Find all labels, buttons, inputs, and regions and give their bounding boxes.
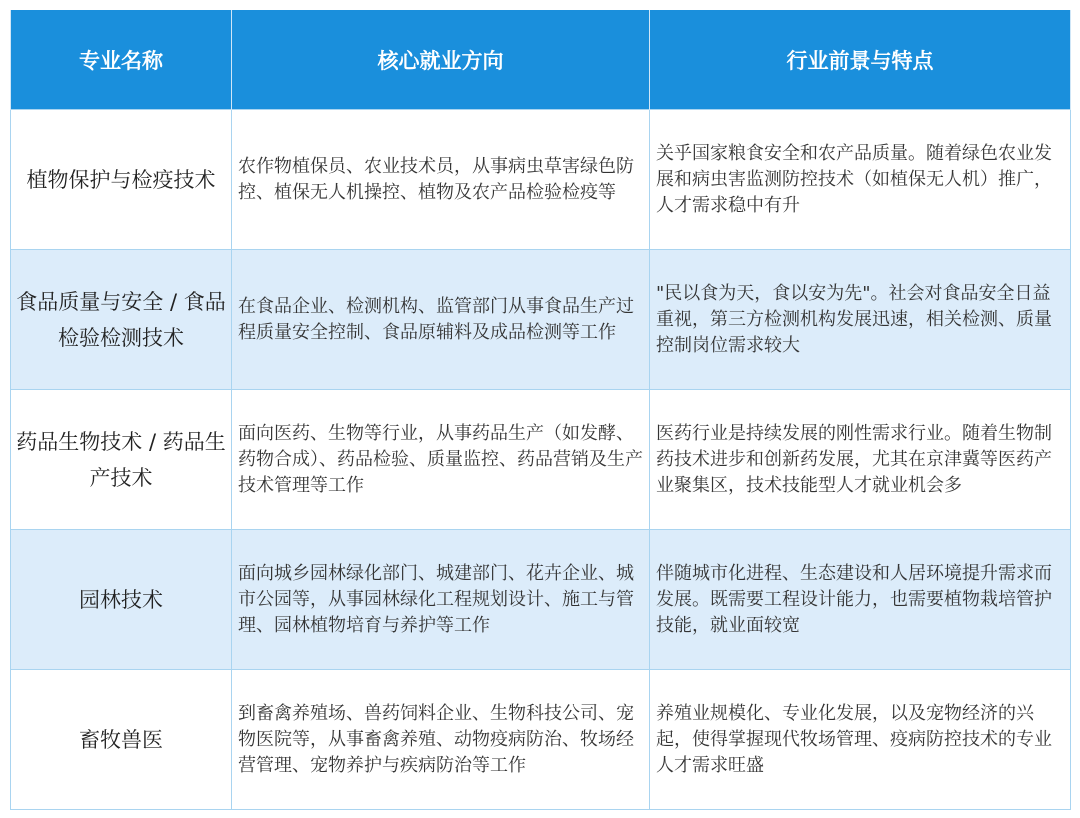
table-header-row [11,10,1071,110]
table-row [11,530,1071,670]
header-major-name: 专业名称 [11,10,232,110]
table-row [11,670,1071,810]
table-row [11,250,1071,390]
direction-cell: 到畜禽养殖场、兽药饲料企业、生物科技公司、宠物医院等，从事畜禽养殖、动物疫病防治、牧场经营管理、宠物养护与疾病防治等工作 [232,670,650,810]
outlook-cell: 医药行业是持续发展的刚性需求行业。随着生物制药技术进步和创新药发展，尤其在京津冀等医药产业聚集区，技术技能型人才就业机会多 [650,390,1071,530]
outlook-cell: 养殖业规模化、专业化发展，以及宠物经济的兴起，使得掌握现代牧场管理、疫病防控技术的专业人才需求旺盛 [650,670,1071,810]
direction-cell: 面向医药、生物等行业，从事药品生产（如发酵、药物合成）、药品检验、质量监控、药品营销及生产技术管理等工作 [232,390,650,530]
direction-cell: 在食品企业、检测机构、监管部门从事食品生产过程质量安全控制、食品原辅料及成品检测等工作 [232,250,650,390]
outlook-cell: 伴随城市化进程、生态建设和人居环境提升需求而发展。既需要工程设计能力，也需要植物栽培管护技能，就业面较宽 [650,530,1071,670]
major-name-cell: 食品质量与安全 / 食品检验检测技术 [11,250,232,390]
outlook-cell: "民以食为天，食以安为先"。社会对食品安全日益重视，第三方检测机构发展迅速，相关检测、质量控制岗位需求较大 [650,250,1071,390]
majors-table [10,10,1071,810]
direction-cell: 面向城乡园林绿化部门、城建部门、花卉企业、城市公园等，从事园林绿化工程规划设计、施工与管理、园林植物培育与养护等工作 [232,530,650,670]
direction-cell: 农作物植保员、农业技术员，从事病虫草害绿色防控、植保无人机操控、植物及农产品检验检疫等 [232,110,650,250]
major-name-cell: 园林技术 [11,530,232,670]
header-core-direction: 核心就业方向 [232,10,650,110]
table-row [11,390,1071,530]
major-name-cell: 植物保护与检疫技术 [11,110,232,250]
outlook-cell: 关乎国家粮食安全和农产品质量。随着绿色农业发展和病虫害监测防控技术（如植保无人机）推广，人才需求稳中有升 [650,110,1071,250]
major-name-cell: 药品生物技术 / 药品生产技术 [11,390,232,530]
table-row [11,110,1071,250]
major-name-cell: 畜牧兽医 [11,670,232,810]
header-outlook: 行业前景与特点 [650,10,1071,110]
